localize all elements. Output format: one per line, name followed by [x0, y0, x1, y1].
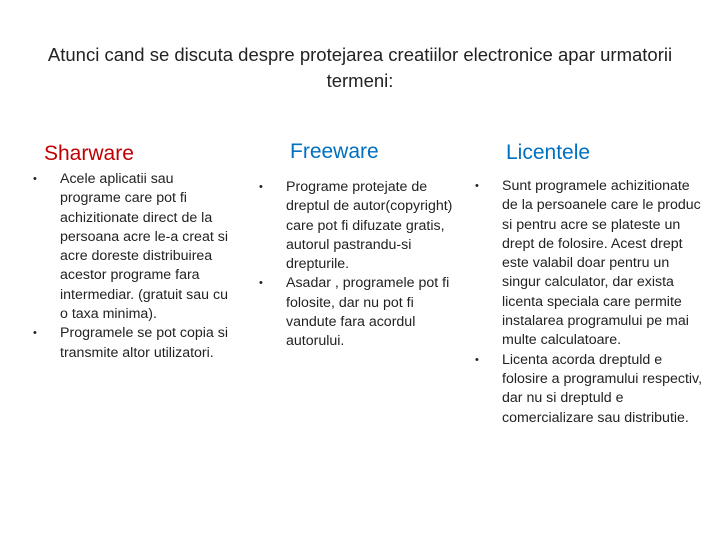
list-item-text: Sunt programele achizitionate de la persoanele care le produc si pentru acre se plateste un drept de folosire. Acest drept este valabil doar pentru un singur calculator, dar exista licenta speciala care permite instalarea programului pe mai multe calculatoare.	[502, 178, 701, 349]
list-item-text: Licenta acorda dreptuld e folosire a programului respectiv, dar nu si dreptuld e comercializare sau distributie.	[502, 351, 703, 426]
bullet-icon: •	[475, 180, 479, 192]
sharware-list	[33, 170, 238, 363]
licentele-list	[475, 177, 707, 428]
heading-licentele: Licentele	[506, 141, 591, 164]
bullet-icon: •	[475, 353, 479, 366]
list-item-text: Programele se pot copia si transmite altor utilizatori.	[60, 325, 228, 361]
freeware-list	[259, 178, 464, 352]
list-item	[259, 178, 464, 274]
bullet-icon: •	[33, 327, 37, 340]
list-item-text: Programe protejate de dreptul de autor(copyright) care pot fi difuzate gratis, autorul pastrandu-si drepturile.	[286, 179, 453, 273]
list-item	[33, 324, 238, 363]
bullet-icon: •	[259, 181, 263, 193]
heading-sharware: Sharware	[44, 142, 134, 165]
list-item-text: Asadar , programele pot fi folosite, dar nu pot fi vandute fara acordul autorului.	[286, 275, 450, 350]
bullet-icon: •	[33, 173, 37, 185]
bullet-icon: •	[259, 277, 263, 290]
list-item-text: Acele aplicatii sau programe care pot fi achizitionate direct de la persoana acre le-a creat si acre doreste distribuirea acestor programe fara intermediar. (gratuit sau cu o taxa minima).	[60, 171, 228, 323]
list-item	[475, 177, 707, 351]
list-item	[259, 274, 464, 351]
list-item	[475, 351, 707, 428]
list-item	[33, 170, 238, 324]
heading-freeware: Freeware	[290, 140, 379, 163]
slide-title: Atunci cand se discuta despre protejarea creatiilor electronice apar urmatorii termeni:	[47, 44, 673, 91]
